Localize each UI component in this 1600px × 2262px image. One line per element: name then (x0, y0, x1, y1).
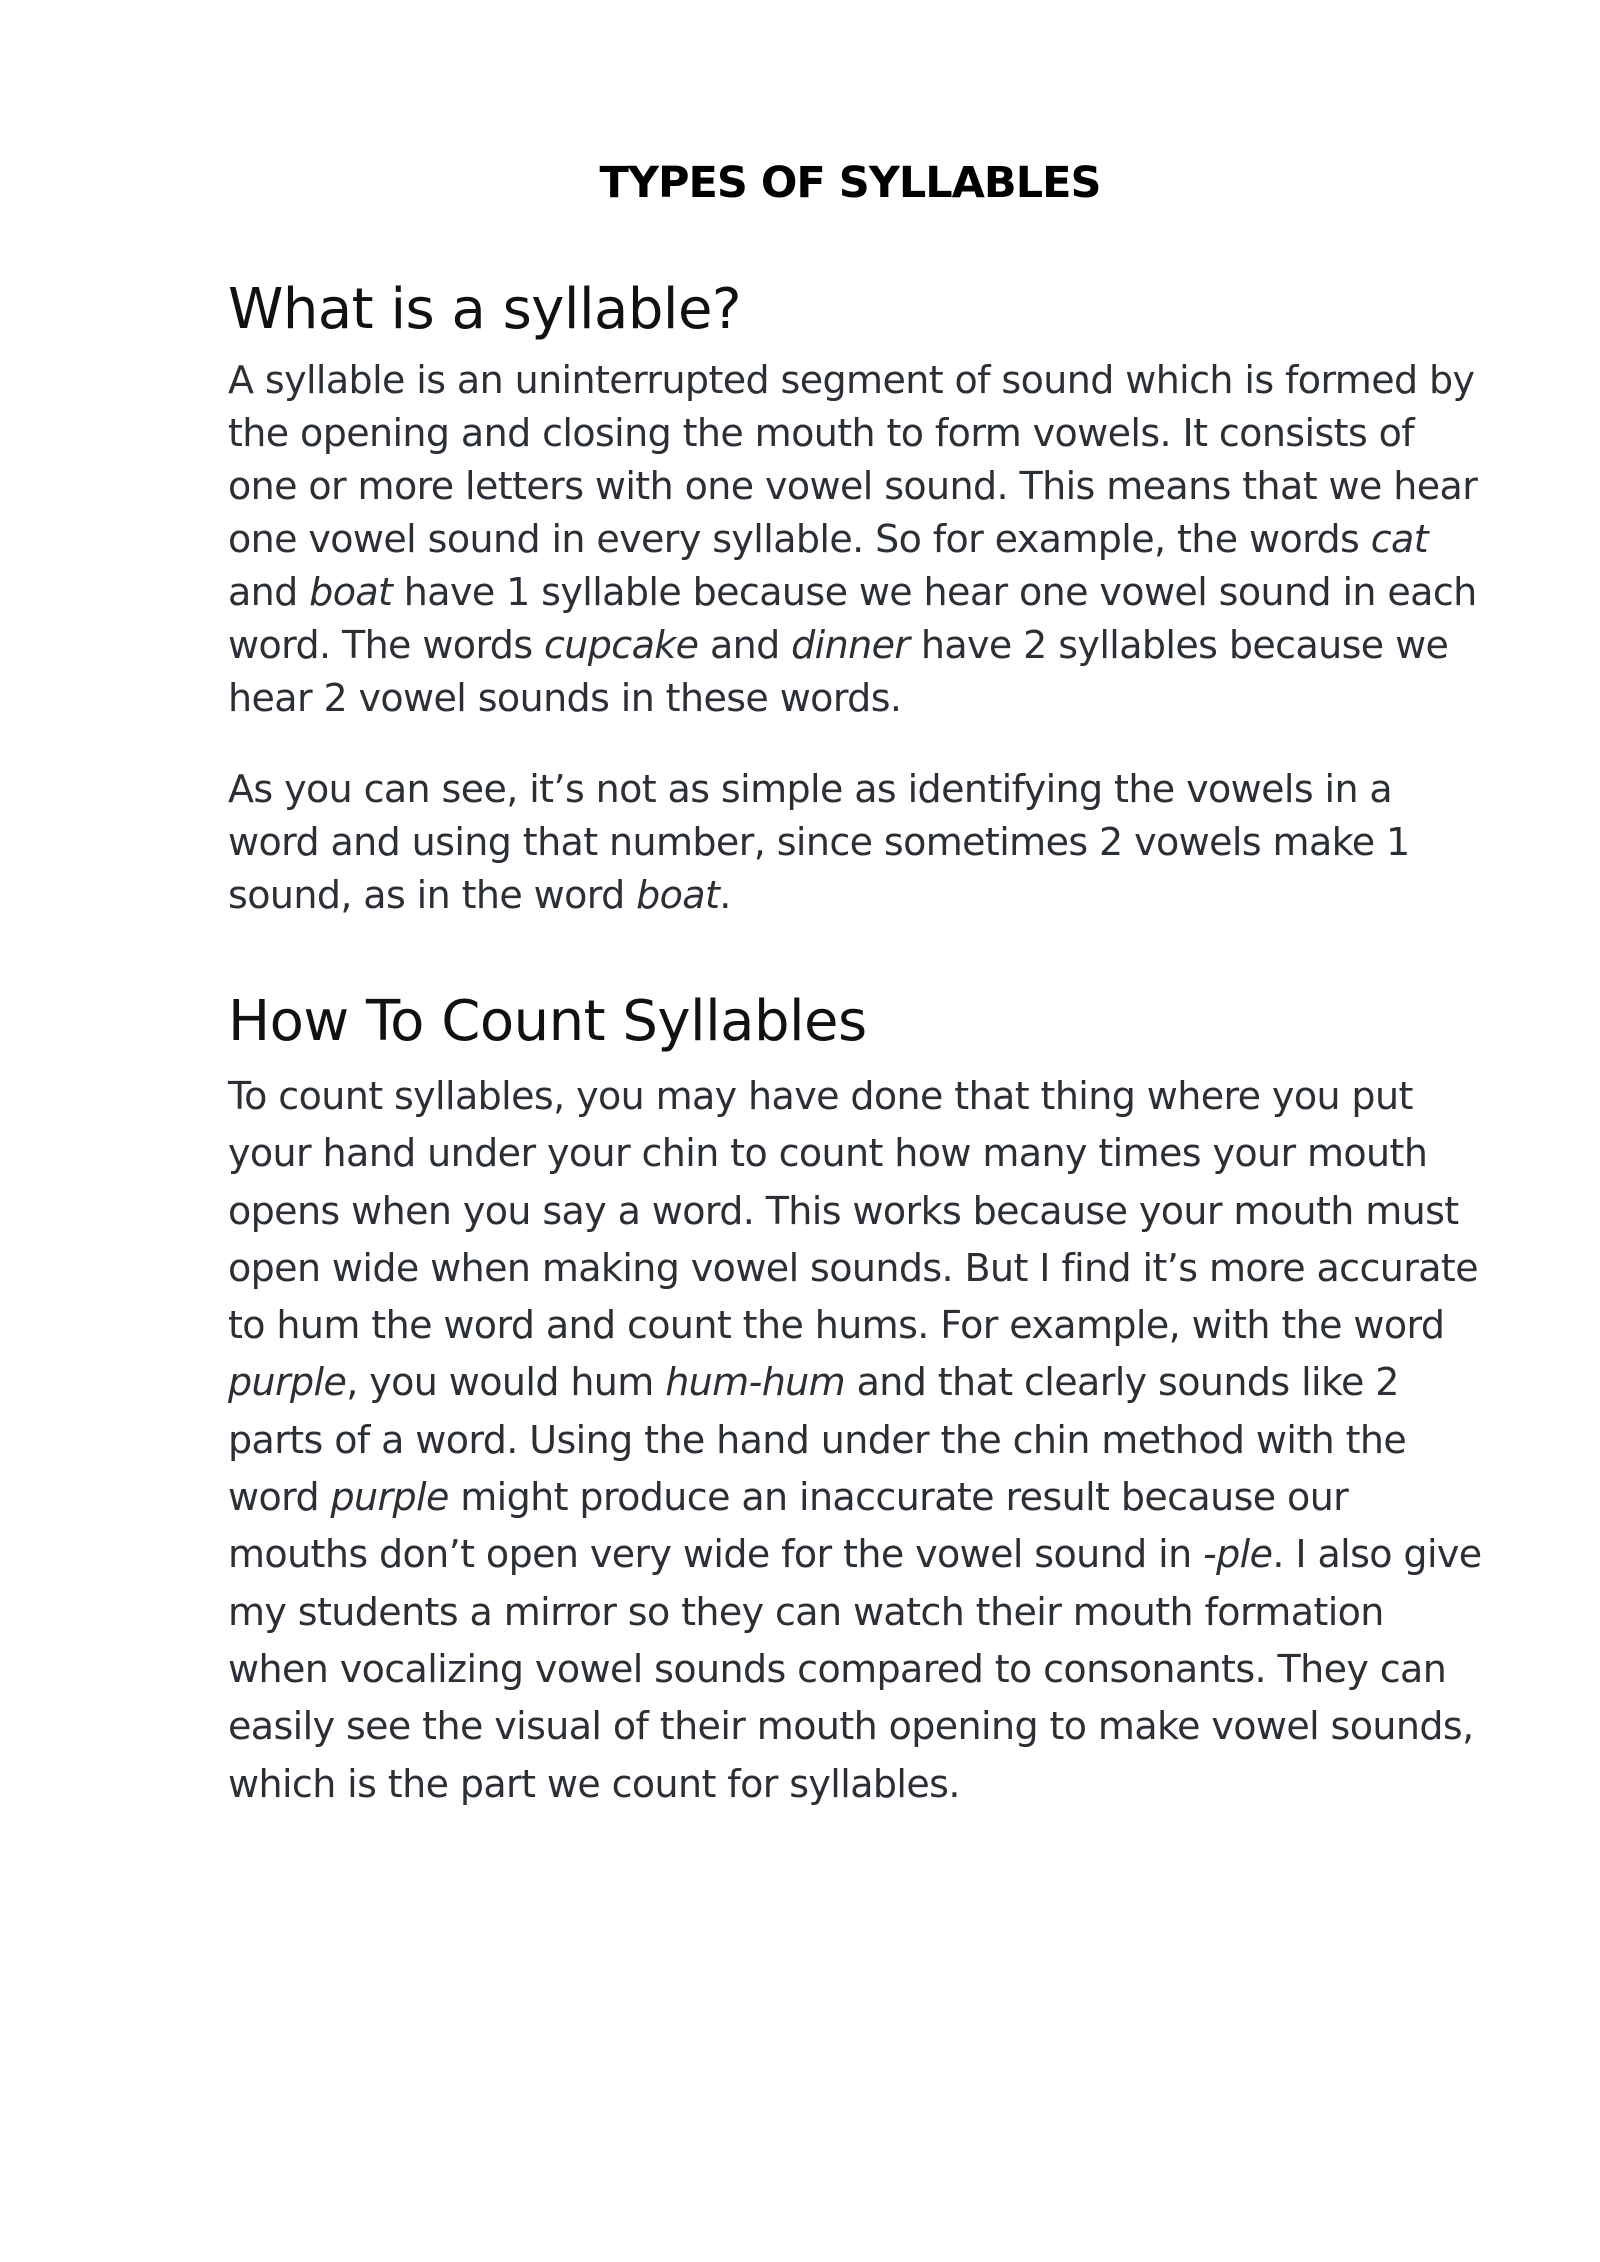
italic-word: hum-hum (665, 1360, 846, 1405)
italic-word: purple (228, 1360, 347, 1405)
text-run: and (698, 623, 792, 667)
italic-word: cat (1370, 517, 1428, 561)
text-run: have 1 syllable because we hear one vowel sound in each word. The words (228, 570, 1477, 667)
document-title: TYPES OF SYLLABLES (599, 158, 1101, 208)
paragraph (228, 763, 1488, 922)
text-run: As you can see, it’s not as simple as identifying the vowels in a word and using that number, since sometimes 2 vowels make 1 sound, as in the word (228, 767, 1410, 917)
section-what-is-a-syllable (228, 270, 1488, 922)
text-run: . I also give my students a mirror so they can watch their mouth formation when vocalizing vowel sounds compared to consonants. They can easily see the visual of their mouth opening to make vowel sounds, which is the part we count for syllables. (228, 1532, 1482, 1806)
section-heading: How To Count Syllables (228, 989, 867, 1054)
section-heading: What is a syllable? (228, 277, 742, 342)
italic-word: purple (330, 1475, 449, 1520)
text-run: and that clearly sounds like 2 parts of a word. Using the hand under the chin method with the word (228, 1360, 1407, 1520)
italic-word: -ple (1203, 1532, 1273, 1577)
text-run: might produce an inaccurate result because our mouths don’t open very wide for the vowel sound in (228, 1475, 1349, 1577)
document-body (228, 270, 1488, 1813)
paragraph (228, 1068, 1488, 1813)
italic-word: boat (309, 570, 393, 614)
paragraph (228, 354, 1488, 725)
italic-word: cupcake (544, 623, 699, 667)
text-run: , you would hum (346, 1360, 666, 1405)
italic-word: boat (636, 873, 720, 917)
text-run: . (719, 873, 731, 917)
section-how-to-count-syllables (228, 982, 1488, 1813)
text-run: have 2 syllables because we hear 2 vowel sounds in these words. (228, 623, 1449, 720)
text-run: A syllable is an uninterrupted segment of sound which is formed by the opening and closing the mouth to form vowels. It consists of one or more letters with one vowel sound. This means that we hear one vowel sound in every syllable. So for example, the words (228, 358, 1478, 561)
text-run: and (228, 570, 310, 614)
text-run: To count syllables, you may have done that thing where you put your hand under your chin to count how many times your mouth opens when you say a word. This works because your mouth must open wide when making vowel sounds. But I find it’s more accurate to hum the word and count the hums. For example, with the word (228, 1074, 1479, 1348)
italic-word: dinner (791, 623, 910, 667)
